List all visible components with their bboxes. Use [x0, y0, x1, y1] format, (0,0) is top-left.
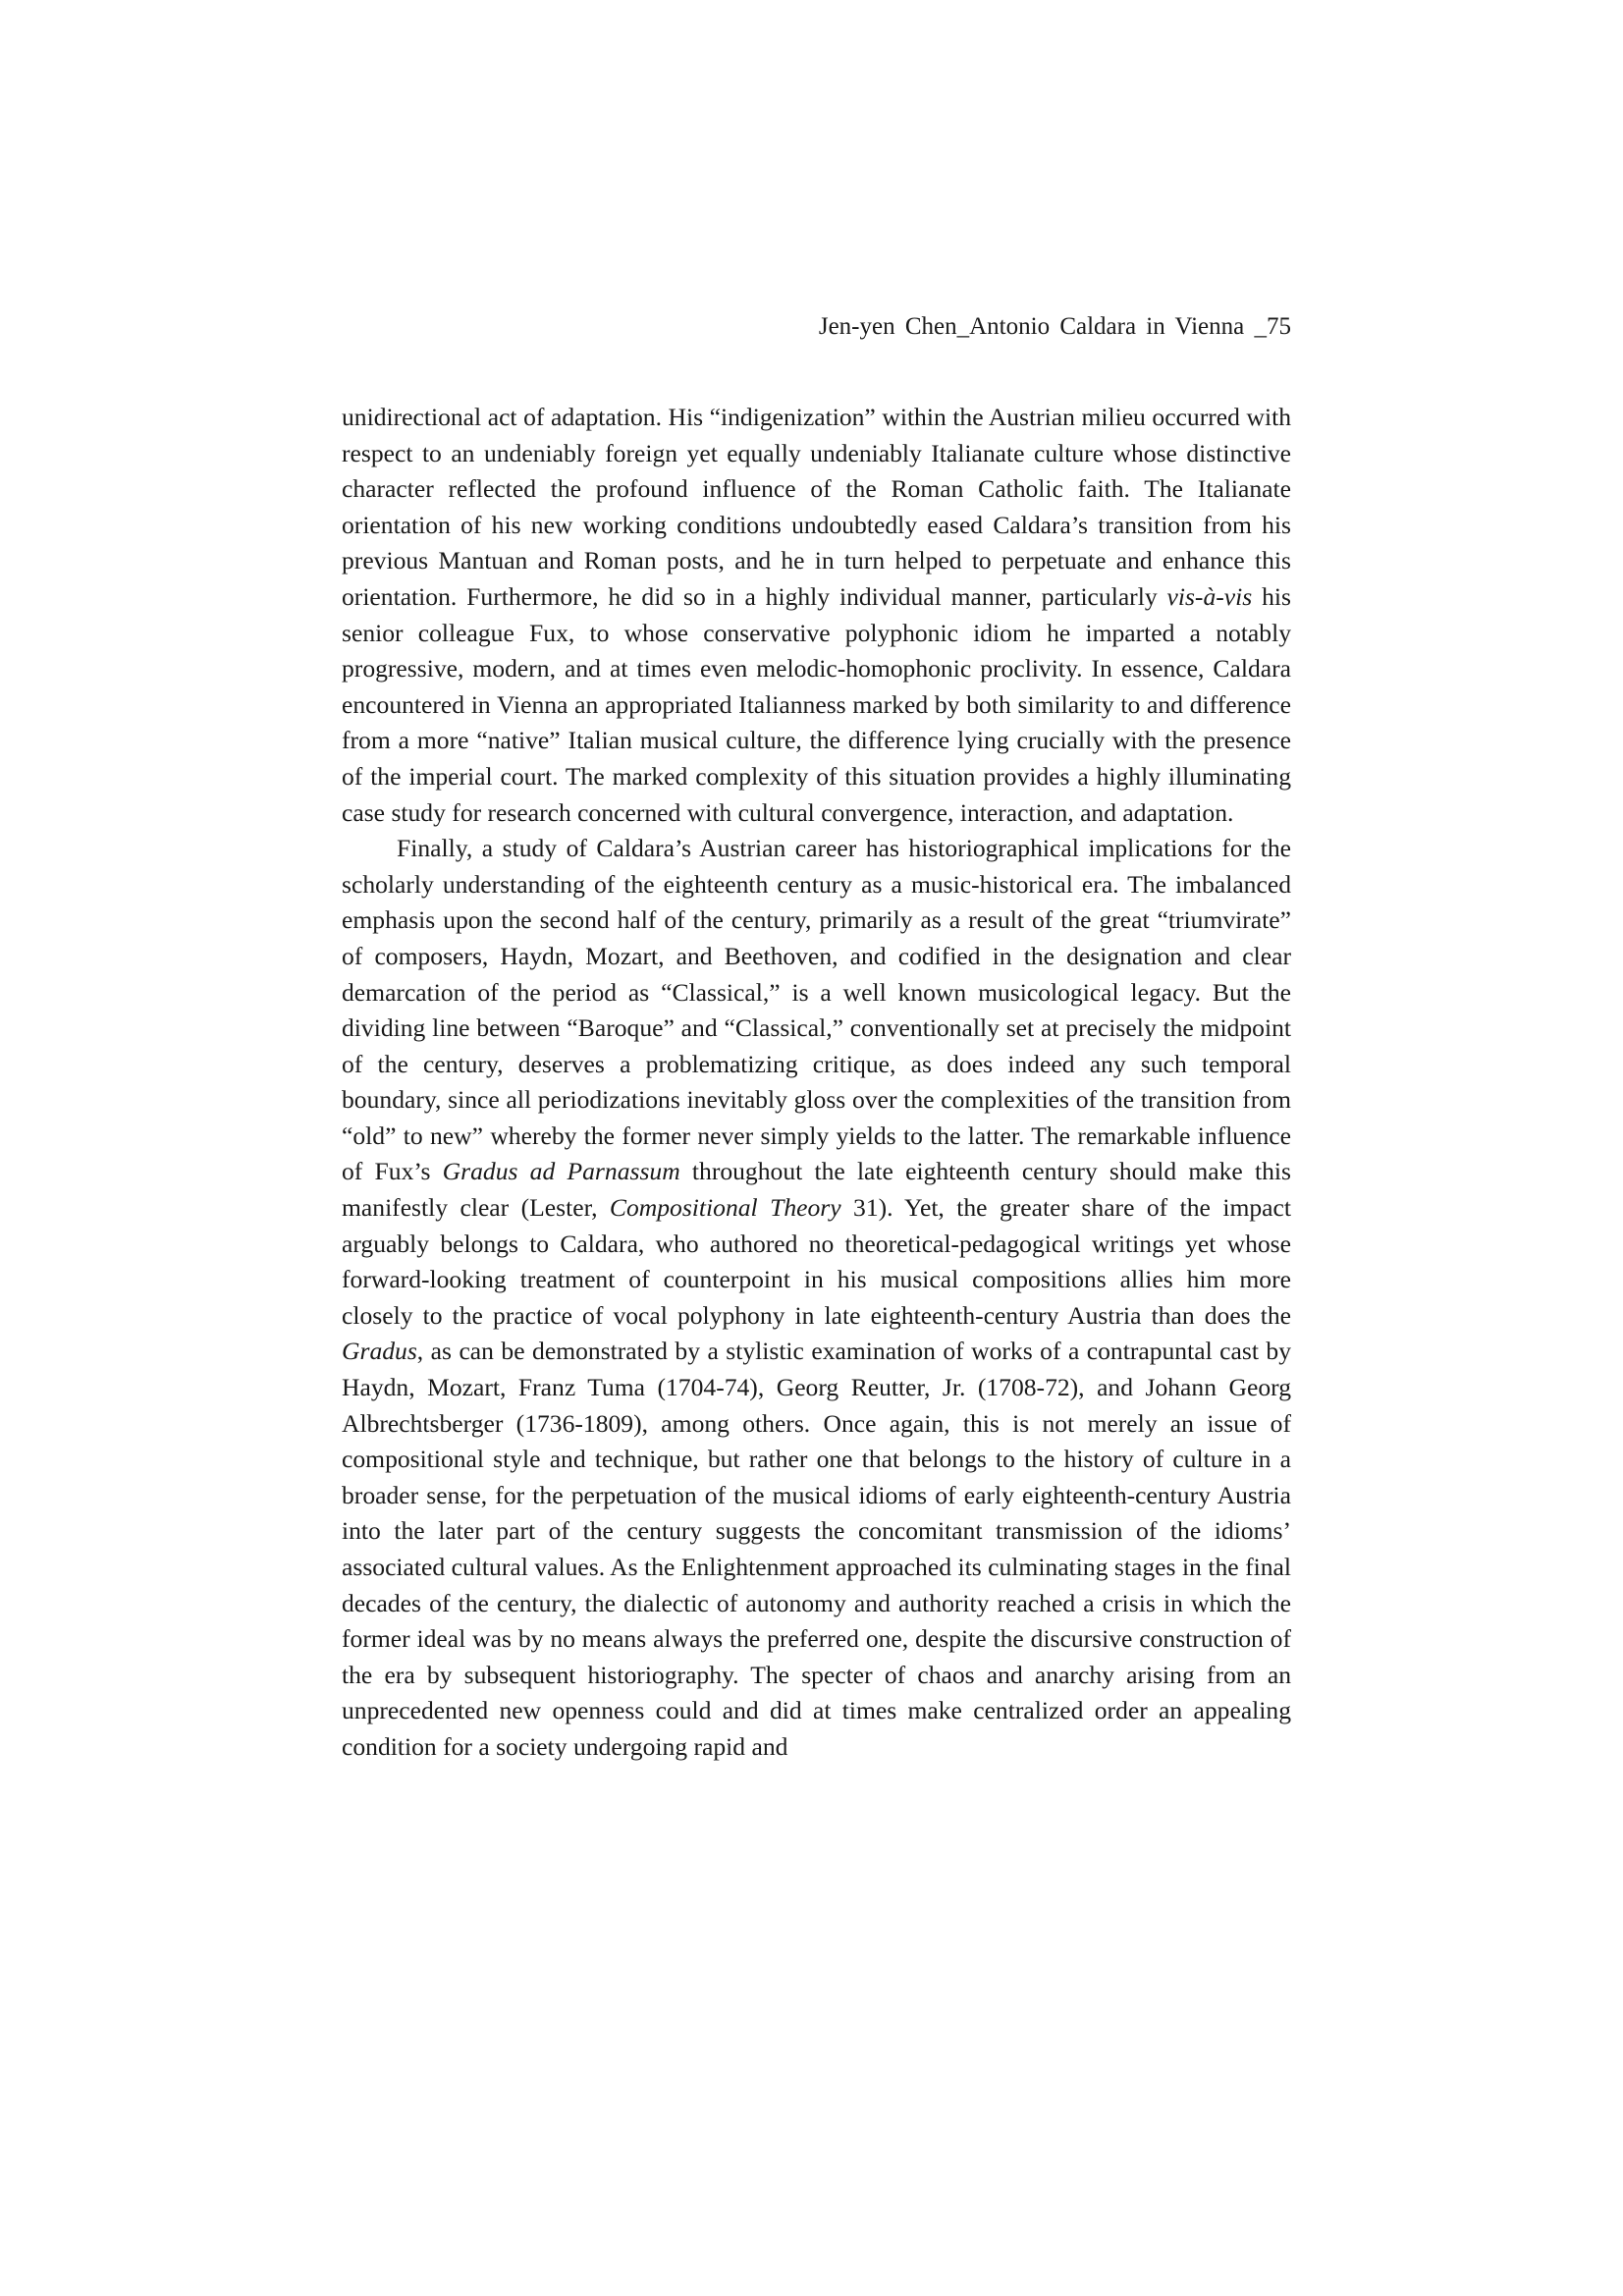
body-text [342, 400, 1291, 1766]
text-run: throughout the late eighteenth century should make this manifestly clear (Lester, [342, 1157, 1291, 1223]
paragraph-2 [342, 831, 1291, 1765]
text-run: unidirectional act of adaptation. His “indigenization” within the Austrian milieu occurred with respect to an undeniably foreign yet equally undeniably Italianate culture whose distinctive character reflected the profound influence of the Roman Catholic faith. The Italianate orientation of his new working conditions undoubtedly eased Caldara’s transition from his previous Mantuan and Roman posts, and he in turn helped to perpetuate and enhance this orientation. Furthermore, he did so in a highly individual manner, particularly [342, 403, 1291, 611]
paragraph-1 [342, 400, 1291, 831]
text-run: , as can be demonstrated by a stylistic examination of works of a contrapuntal cast by Haydn, Mozart, Franz Tuma (1704-74), Georg Reutter, Jr. (1708-72), and Johann Georg Albrechtsberger (1736-1809), among others. Once again, this is not merely an issue of compositional style and technique, but rather one that belongs to the history of culture in a broader sense, for the perpetuation of the musical idioms of early eighteenth-century Austria into the later part of the century suggests the concomitant transmission of the idioms’ associated cultural values. As the Enlightenment approached its culminating stages in the final decades of the century, the dialectic of autonomy and authority reached a crisis in which the former ideal was by no means always the preferred one, despite the discursive construction of the era by subsequent historiography. The specter of chaos and anarchy arising from an unprecedented new openness could and did at times make centralized order an appealing condition for a society undergoing rapid and [342, 1337, 1291, 1761]
italic-text: Gradus [342, 1337, 417, 1366]
text-run: Finally, a study of Caldara’s Austrian career has historiographical implications for the scholarly understanding of the eighteenth century as a music-historical era. The imbalanced emphasis upon the second half of the century, primarily as a result of the great “triumvirate” of composers, Haydn, Mozart, and Beethoven, and codified in the designation and clear demarcation of the period as “Classical,” is a well known musicological legacy. But the dividing line between “Baroque” and “Classical,” conventionally set at precisely the midpoint of the century, deserves a problematizing critique, as does indeed any such temporal boundary, since all periodizations inevitably gloss over the complexities of the transition from “old” to new” whereby the former never simply yields to the latter. The remarkable influence of Fux’s [342, 834, 1291, 1186]
italic-text: Compositional Theory [609, 1193, 841, 1223]
text-run: 31). Yet, the greater share of the impact arguably belongs to Caldara, who authored no theoretical-pedagogical writings yet whose forward-looking treatment of counterpoint in his musical compositions allies him more closely to the practice of vocal polyphony in late eighteenth-century Austria than does the [342, 1193, 1291, 1330]
italic-text: Gradus ad Parnassum [442, 1157, 680, 1186]
text-run: his senior colleague Fux, to whose conservative polyphonic idiom he imparted a notably progressive, modern, and at times even melodic-homophonic proclivity. In essence, Caldara encountered in Vienna an appropriated Italianness marked by both similarity to and difference from a more “native” Italian musical culture, the difference lying crucially with the presence of the imperial court. The marked complexity of this situation provides a highly illuminating case study for research concerned with cultural convergence, interaction, and adaptation. [342, 581, 1291, 827]
running-head: Jen-yen Chen_Antonio Caldara in Vienna _75 [818, 313, 1291, 340]
italic-text: vis-à-vis [1166, 581, 1253, 611]
